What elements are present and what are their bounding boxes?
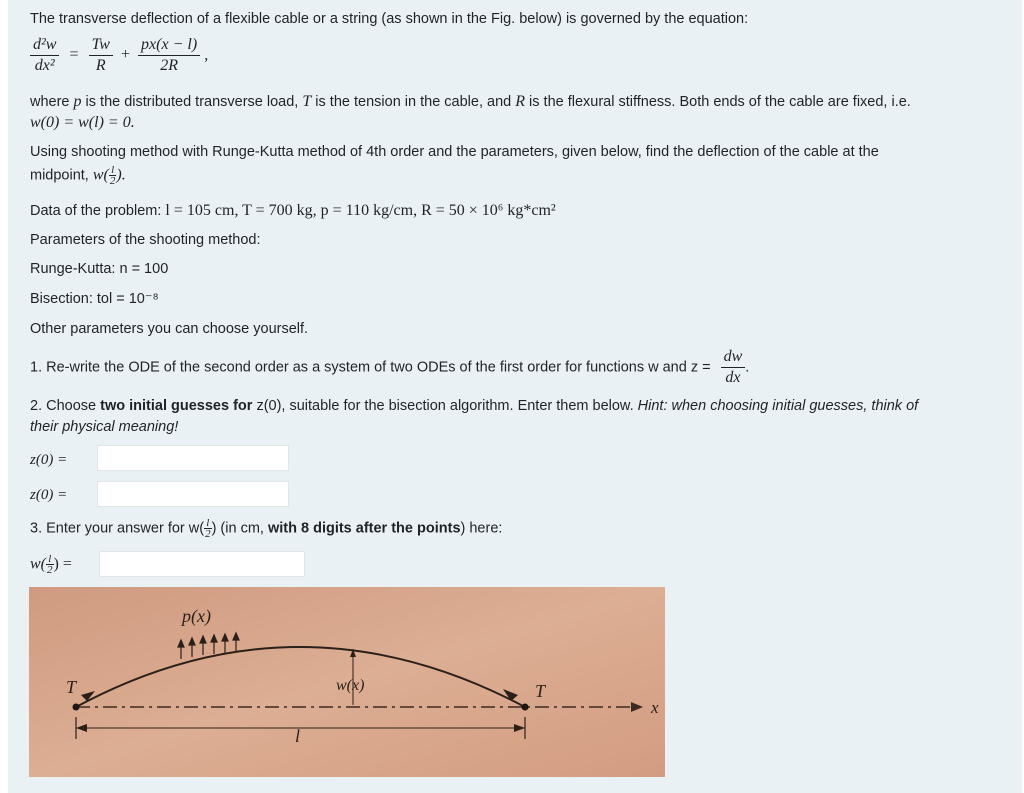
params-label: Parameters of the shooting method: <box>30 232 261 248</box>
question-3: 3. Enter your answer for w( $\frac{l}{2}$ ) (in cm, with 8 digits after the points) here: <box>30 517 503 540</box>
w-answer-label: w( $\frac{l}{2}$ ) = <box>30 553 72 576</box>
span-label: l <box>295 726 301 746</box>
question-1: 1. Re-write the ODE of the second order as a system of two ODEs of the first order for functions w and z = $\frac{dw}{dx}$ . <box>30 348 750 386</box>
z0-guess-1-input[interactable] <box>97 445 289 471</box>
left-support-point <box>73 704 80 711</box>
right-tension-label: T <box>535 681 546 701</box>
where-text: where p is the distributed transverse load, T is the tension in the cable, and R is the flexural stiffness. Both ends of the cable are fixed, i.e. <box>30 93 911 110</box>
x-axis-label: x <box>651 698 659 717</box>
midpoint-fraction: $\frac{l}{2}$ <box>109 164 116 187</box>
cable-diagram <box>29 587 665 777</box>
intro-text: The transverse deflection of a flexible cable or a string (as shown in the Fig. below) is governed by the equation: <box>30 11 749 27</box>
z0-label-1: z(0) = <box>30 452 68 468</box>
lhs-fraction: $\frac{\text{d²w}}{\text{dx²}}$ <box>30 36 59 75</box>
q3-half-fraction: $\frac{l}{2}$ <box>205 517 211 540</box>
runge-kutta-param: Runge-Kutta: n = 100 <box>30 261 169 277</box>
right-support-point <box>522 704 529 711</box>
problem-data: Data of the problem: l = 105 cm, T = 700 kg, p = 110 kg/cm, R = 50 × 10⁶ kg*cm² <box>30 202 556 219</box>
governing-equation: $\frac{\text{d²w}}{\text{dx²}}$ = $\frac{Tw}{R}$ + $\frac{px(x - l)}{2R}$ , <box>30 36 208 75</box>
deflection-label: w(x) <box>336 677 365 694</box>
load-term: $\frac{px(x - l)}{2R}$ <box>138 36 200 75</box>
dw-dx-fraction: $\frac{dw}{dx}$ <box>721 348 746 387</box>
question-2-hint: their physical meaning! <box>30 419 179 435</box>
other-params: Other parameters you can choose yourself. <box>30 321 309 337</box>
bisection-param: Bisection: tol = 10⁻⁸ <box>30 291 159 307</box>
boundary-conditions: w(0) = w(l) = 0. <box>30 114 135 131</box>
left-tension-label: T <box>66 677 77 697</box>
z0-label-2: z(0) = <box>30 487 68 503</box>
load-label: p(x) <box>182 606 211 626</box>
shooting-text-2: midpoint, w( $\frac{l}{2}$ ). <box>30 164 126 187</box>
shooting-text-1: Using shooting method with Runge-Kutta method of 4th order and the parameters, given below, find the deflection of the cable at the <box>30 144 879 160</box>
question-2: 2. Choose two initial guesses for z(0), suitable for the bisection algorithm. Enter them below. Hint: when choosing initial guesses, think of <box>30 398 919 414</box>
w-midpoint-answer-input[interactable] <box>99 551 305 577</box>
tension-term: $\frac{Tw}{R}$ <box>89 36 113 75</box>
z0-guess-2-input[interactable] <box>97 481 289 507</box>
cable-figure <box>29 587 665 777</box>
question-card <box>8 0 1022 793</box>
